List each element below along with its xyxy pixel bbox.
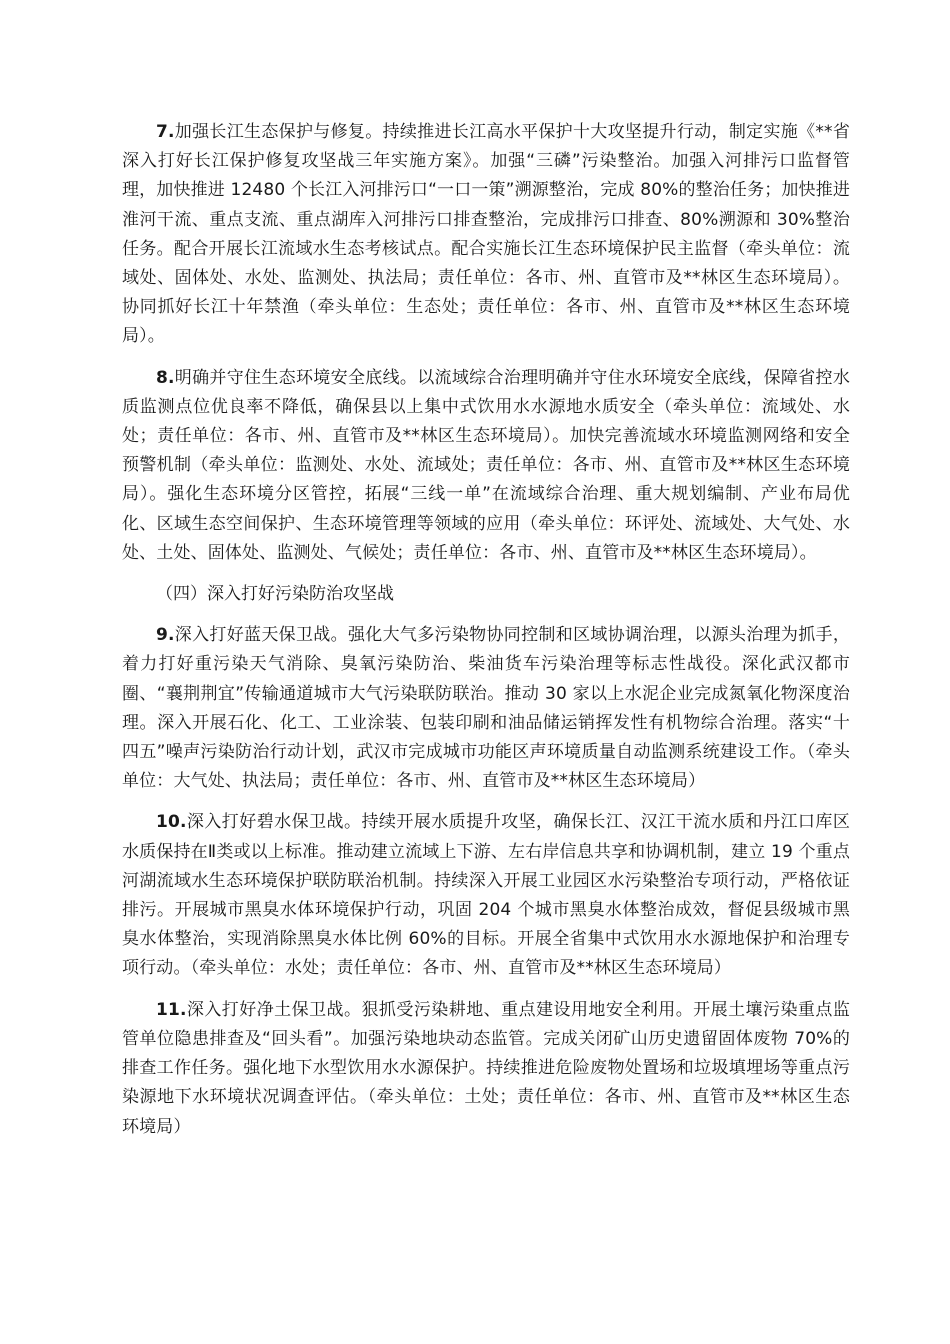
paragraph-item-11	[122, 996, 850, 1142]
item-text: 深入打好净土保卫战。狠抓受污染耕地、重点建设用地安全利用。开展土壤污染重点监管单位隐患排查及“回头看”。加强污染地块动态监管。完成关闭矿山历史遗留固体废物 70%的排查工作任务。强化地下水型饮用水水源保护。持续推进危险废物处置场和垃圾填埋场等重点污染源地下水环境状况调查评估。（牵头单位：土处；责任单位：各市、州、直管市及**林区生态环境局）	[122, 999, 850, 1137]
paragraph-item-8	[122, 364, 850, 568]
paragraph-item-9	[122, 621, 850, 796]
paragraph-item-10	[122, 808, 850, 983]
item-number: 8.	[156, 367, 175, 388]
item-text: 加强长江生态保护与修复。持续推进长江高水平保护十大攻坚提升行动，制定实施《**省深入打好长江保护修复攻坚战三年实施方案》。加强“三磷”污染整治。加强入河排污口监督管理，加快推进 12480 个长江入河排污口“一口一策”溯源整治，完成 80%的整治任务；加快推进淮河干流、重点支流、重点湖库入河排污口排查整治，完成排污口排查、80%溯源和 30%整治任务。配合开展长江流域水生态考核试点。配合实施长江生态环境保护民主监督（牵头单位：流域处、固体处、水处、监测处、执法局；责任单位：各市、州、直管市及**林区生态环境局）。协同抓好长江十年禁渔（牵头单位：生态处；责任单位：各市、州、直管市及**林区生态环境局）。	[122, 122, 850, 347]
item-number: 9.	[156, 625, 175, 646]
item-text: 明确并守住生态环境安全底线。以流域综合治理明确并守住水环境安全底线，保障省控水质监测点位优良率不降低，确保县以上集中式饮用水水源地水质安全（牵头单位：流域处、水处；责任单位：各市、州、直管市及**林区生态环境局）。加快完善流域水环境监测网络和安全预警机制（牵头单位：监测处、水处、流域处；责任单位：各市、州、直管市及**林区生态环境局）。强化生态环境分区管控，拓展“三线一单”在流域综合治理、重大规划编制、产业布局优化、区域生态空间保护、生态环境管理等领域的应用（牵头单位：环评处、流域处、大气处、水处、土处、固体处、监测处、气候处；责任单位：各市、州、直管市及**林区生态环境局）。	[122, 367, 850, 563]
item-text: 深入打好碧水保卫战。持续开展水质提升攻坚，确保长江、汉江干流水质和丹江口库区水质保持在Ⅱ类或以上标准。推动建立流域上下游、左右岸信息共享和协调机制，建立 19 个重点河湖流域水生态环境保护联防联治机制。持续深入开展工业园区水污染整治专项行动，严格依证排污。开展城市黑臭水体环境保护行动，巩固 204 个城市黑臭水体整治成效，督促县级城市黑臭水体整治，实现消除黑臭水体比例 60%的目标。开展全省集中式饮用水水源地保护和治理专项行动。（牵头单位：水处；责任单位：各市、州、直管市及**林区生态环境局）	[122, 812, 850, 979]
section-heading: （四）深入打好污染防治攻坚战	[156, 584, 394, 605]
item-number: 10.	[156, 812, 187, 833]
item-number: 11.	[156, 999, 187, 1020]
item-text: 深入打好蓝天保卫战。强化大气多污染物协同控制和区域协调治理，以源头治理为抓手，着力打好重污染天气消除、臭氧污染防治、柴油货车污染治理等标志性战役。深化武汉都市圈、“襄荆荆宜”传输通道城市大气污染联防联治。推动 30 家以上水泥企业完成氮氧化物深度治理。深入开展石化、化工、工业涂装、包装印刷和油品储运销挥发性有机物综合治理。落实“十四五”噪声污染防治行动计划，武汉市完成城市功能区声环境质量自动监测系统建设工作。（牵头单位：大气处、执法局；责任单位：各市、州、直管市及**林区生态环境局）	[122, 625, 850, 792]
paragraph-item-7	[122, 118, 850, 352]
document-body	[122, 118, 850, 1154]
item-number: 7.	[156, 122, 175, 142]
